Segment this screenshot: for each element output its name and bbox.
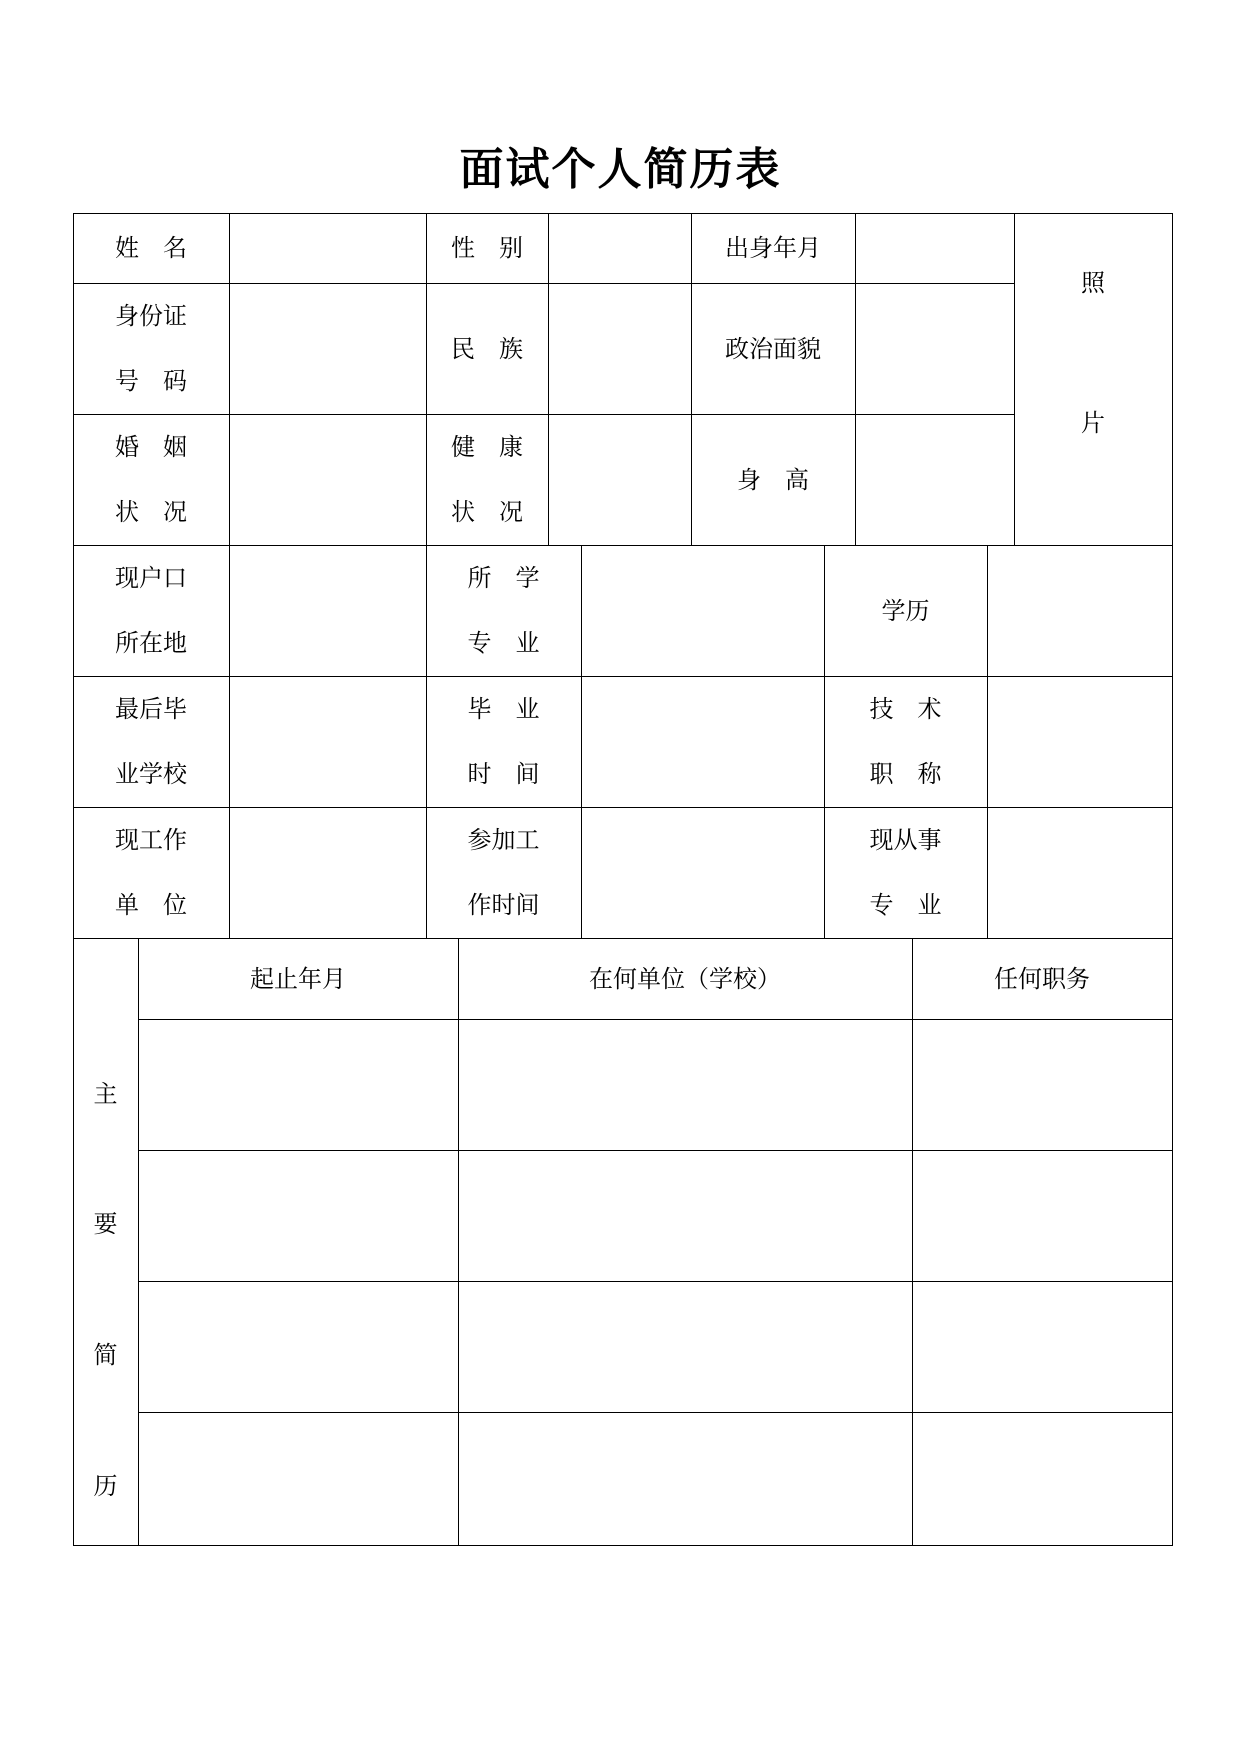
label-text: 所在地 bbox=[115, 629, 187, 658]
photo-label-2: 片 bbox=[1081, 409, 1105, 437]
height-field[interactable] bbox=[856, 415, 1014, 545]
label-text: 职 称 bbox=[869, 760, 942, 789]
label-text: 毕 业 bbox=[467, 694, 540, 723]
major-field[interactable] bbox=[582, 546, 824, 676]
tech-title-field[interactable] bbox=[988, 677, 1172, 807]
label-text: 号 码 bbox=[115, 367, 187, 396]
label-name bbox=[73, 213, 229, 283]
label-text: 作时间 bbox=[467, 891, 540, 920]
resume-side-label: 历 bbox=[93, 1472, 118, 1500]
label-text: 学历 bbox=[881, 596, 930, 625]
label-text: 姓 名 bbox=[115, 234, 187, 262]
label-work-start bbox=[426, 807, 581, 938]
label-ethnic bbox=[426, 283, 548, 414]
table-border-right bbox=[1172, 213, 1173, 1546]
label-text: 时 间 bbox=[467, 760, 540, 789]
marital-field[interactable] bbox=[230, 415, 426, 545]
resume-position-cell[interactable] bbox=[913, 1151, 1172, 1281]
resume-organization-cell[interactable] bbox=[459, 1413, 912, 1545]
resume-period-cell[interactable] bbox=[139, 1282, 458, 1412]
label-text: 婚 姻 bbox=[115, 432, 187, 461]
resume-form-table bbox=[73, 213, 1173, 1546]
resume-organization-cell[interactable] bbox=[459, 1282, 912, 1412]
resume-position-cell[interactable] bbox=[913, 1413, 1172, 1545]
label-school bbox=[73, 676, 229, 807]
label-text: 状 况 bbox=[115, 498, 187, 527]
resume-organization-cell[interactable] bbox=[459, 1151, 912, 1281]
header-position bbox=[912, 938, 1172, 1019]
resume-period-cell[interactable] bbox=[139, 1151, 458, 1281]
label-text: 民 族 bbox=[451, 334, 523, 363]
work-unit-field[interactable] bbox=[230, 808, 426, 938]
label-text: 专 业 bbox=[869, 891, 942, 920]
work-start-field[interactable] bbox=[582, 808, 824, 938]
label-education bbox=[824, 545, 987, 676]
header-text: 任何职务 bbox=[994, 964, 1090, 993]
label-marital bbox=[73, 414, 229, 545]
label-text: 状 况 bbox=[451, 498, 523, 527]
resume-organization-cell[interactable] bbox=[459, 1020, 912, 1150]
label-health bbox=[426, 414, 548, 545]
photo-label-1: 照 bbox=[1081, 269, 1105, 297]
label-text: 政治面貌 bbox=[725, 334, 821, 363]
label-work-unit bbox=[73, 807, 229, 938]
label-hukou bbox=[73, 545, 229, 676]
label-text: 现户口 bbox=[115, 563, 187, 592]
resume-side-label: 简 bbox=[93, 1341, 118, 1369]
header-text: 在何单位（学校） bbox=[589, 964, 781, 993]
health-field[interactable] bbox=[549, 415, 691, 545]
photo-area bbox=[1014, 268, 1172, 438]
label-text: 技 术 bbox=[869, 694, 942, 723]
header-period bbox=[138, 938, 458, 1019]
label-gender bbox=[426, 213, 548, 283]
education-field[interactable] bbox=[988, 546, 1172, 676]
label-text: 出身年月 bbox=[725, 234, 821, 262]
page-title: 面试个人简历表 bbox=[459, 144, 782, 195]
label-major bbox=[426, 545, 581, 676]
resume-position-cell[interactable] bbox=[913, 1282, 1172, 1412]
label-tech-title bbox=[824, 676, 987, 807]
label-text: 现工作 bbox=[115, 825, 187, 854]
label-text: 健 康 bbox=[451, 432, 523, 461]
label-text: 现从事 bbox=[869, 825, 942, 854]
label-text: 最后毕 bbox=[115, 694, 187, 723]
school-field[interactable] bbox=[230, 677, 426, 807]
label-current-major bbox=[824, 807, 987, 938]
current-major-field[interactable] bbox=[988, 808, 1172, 938]
header-text: 起止年月 bbox=[250, 964, 346, 993]
label-text: 身 高 bbox=[737, 465, 809, 494]
label-text: 参加工 bbox=[467, 825, 540, 854]
label-birth bbox=[691, 213, 855, 283]
ethnic-field[interactable] bbox=[549, 284, 691, 414]
graduation-field[interactable] bbox=[582, 677, 824, 807]
hukou-field[interactable] bbox=[230, 546, 426, 676]
resume-side-label: 主 bbox=[93, 1080, 118, 1108]
political-field[interactable] bbox=[856, 284, 1014, 414]
label-graduation bbox=[426, 676, 581, 807]
id-number-field[interactable] bbox=[230, 284, 426, 414]
label-text: 业学校 bbox=[115, 760, 187, 789]
resume-period-cell[interactable] bbox=[139, 1020, 458, 1150]
resume-period-cell[interactable] bbox=[139, 1413, 458, 1545]
label-text: 单 位 bbox=[115, 891, 187, 920]
resume-side-label: 要 bbox=[93, 1210, 118, 1238]
label-text: 专 业 bbox=[467, 629, 540, 658]
table-border-bottom bbox=[73, 1545, 1173, 1546]
label-political bbox=[691, 283, 855, 414]
header-organization bbox=[458, 938, 912, 1019]
label-text: 身份证 bbox=[115, 301, 187, 330]
name-field[interactable] bbox=[230, 214, 426, 283]
label-height bbox=[691, 414, 855, 545]
label-text: 性 别 bbox=[451, 234, 523, 262]
gender-field[interactable] bbox=[549, 214, 691, 283]
label-text: 所 学 bbox=[467, 563, 540, 592]
birth-field[interactable] bbox=[856, 214, 1014, 283]
label-id-number bbox=[73, 283, 229, 414]
resume-position-cell[interactable] bbox=[913, 1020, 1172, 1150]
